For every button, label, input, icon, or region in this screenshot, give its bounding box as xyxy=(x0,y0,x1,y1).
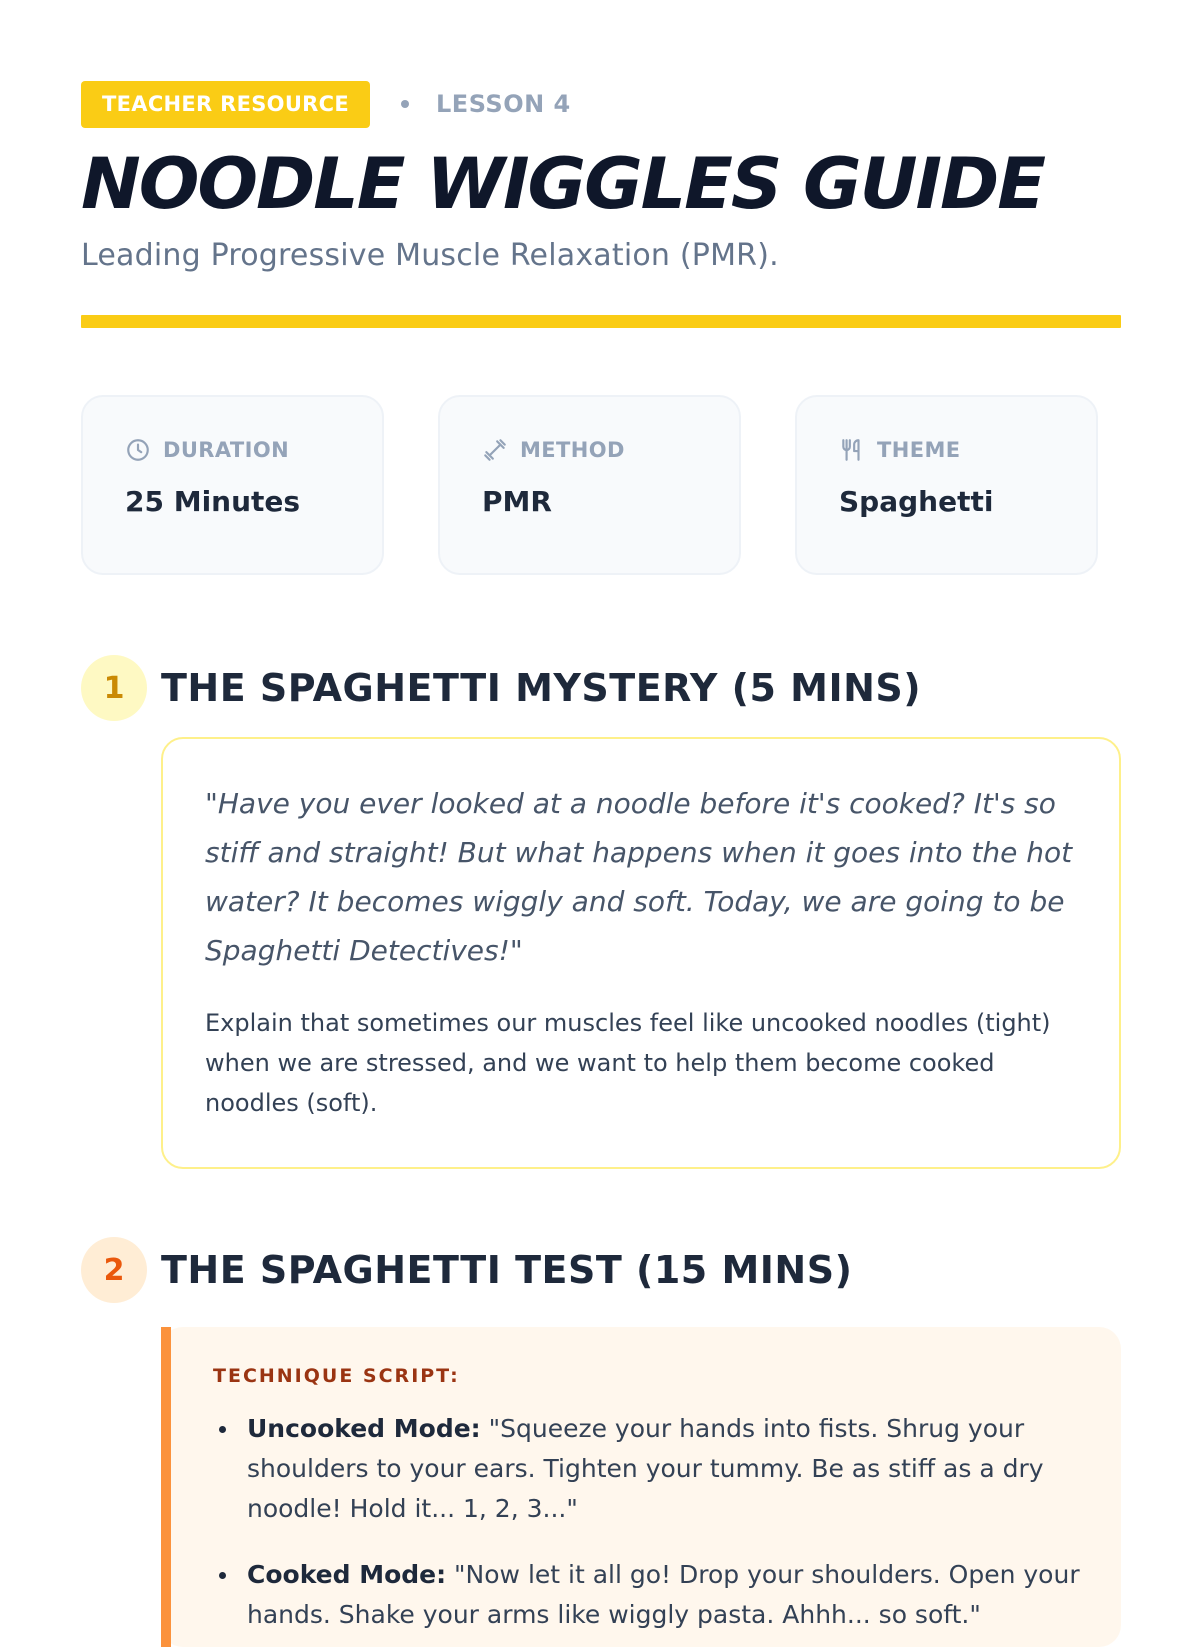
section-number-badge: 2 xyxy=(81,1237,147,1303)
teacher-resource-badge: TEACHER RESOURCE xyxy=(81,81,370,128)
duration-card-label-row xyxy=(125,437,382,463)
step-term: Cooked Mode: xyxy=(247,1560,447,1589)
header-divider xyxy=(81,315,1121,328)
list-item xyxy=(213,1409,1081,1529)
method-card-label-row xyxy=(482,437,739,463)
theme-value: Spaghetti xyxy=(839,485,994,518)
step-text: "Now let it all go! Drop your shoulders. Open your hands. Shake your arms like wiggly pasta. Ahhh... so soft." xyxy=(247,1560,1080,1629)
duration-label: DURATION xyxy=(163,438,290,462)
page-title: NOODLE WIGGLES GUIDE xyxy=(81,143,1045,225)
section-2-header xyxy=(81,1237,1098,1303)
intro-explanation: Explain that sometimes our muscles feel like uncooked noodles (tight) when we are stressed, and we want to help them become cooked noodles (soft). xyxy=(205,1009,1051,1117)
theme-card xyxy=(795,395,1098,575)
section-title: THE SPAGHETTI TEST (15 MINS) xyxy=(161,1248,853,1292)
section-title: THE SPAGHETTI MYSTERY (5 MINS) xyxy=(161,666,922,710)
method-value: PMR xyxy=(482,485,552,518)
theme-card-label-row xyxy=(839,437,1096,463)
technique-script-label: TECHNIQUE SCRIPT: xyxy=(213,1365,460,1387)
section-number-badge: 1 xyxy=(81,655,147,721)
dumbbell-icon xyxy=(482,437,508,463)
section-1-header xyxy=(81,655,1098,721)
clock-icon xyxy=(125,437,151,463)
duration-card xyxy=(81,395,384,575)
technique-script-box xyxy=(161,1327,1121,1647)
utensils-icon xyxy=(839,437,865,463)
intro-script-box xyxy=(161,737,1121,1169)
step-text: "Squeeze your hands into fists. Shrug your shoulders to your ears. Tighten your tummy. Be as stiff as a dry noodle! Hold it... 1, 2, 3..." xyxy=(247,1414,1044,1523)
lesson-number: LESSON 4 xyxy=(436,90,571,118)
info-cards xyxy=(81,395,1098,575)
method-card xyxy=(438,395,741,575)
step-term: Uncooked Mode: xyxy=(247,1414,481,1443)
intro-quote: "Have you ever looked at a noodle before it's cooked? It's so stiff and straight! But what happens when it goes into the hot water? It becomes wiggly and soft. Today, we are going to be Spaghetti Detectives!" xyxy=(205,787,1073,967)
header-meta xyxy=(81,80,1098,128)
theme-label: THEME xyxy=(877,438,961,462)
method-label: METHOD xyxy=(520,438,625,462)
section-1 xyxy=(81,655,1098,1169)
page-subtitle: Leading Progressive Muscle Relaxation (PMR). xyxy=(81,238,779,273)
technique-steps xyxy=(213,1409,1081,1635)
duration-value: 25 Minutes xyxy=(125,485,301,518)
section-2 xyxy=(81,1237,1098,1647)
separator-dot xyxy=(401,100,409,108)
list-item xyxy=(213,1555,1081,1635)
